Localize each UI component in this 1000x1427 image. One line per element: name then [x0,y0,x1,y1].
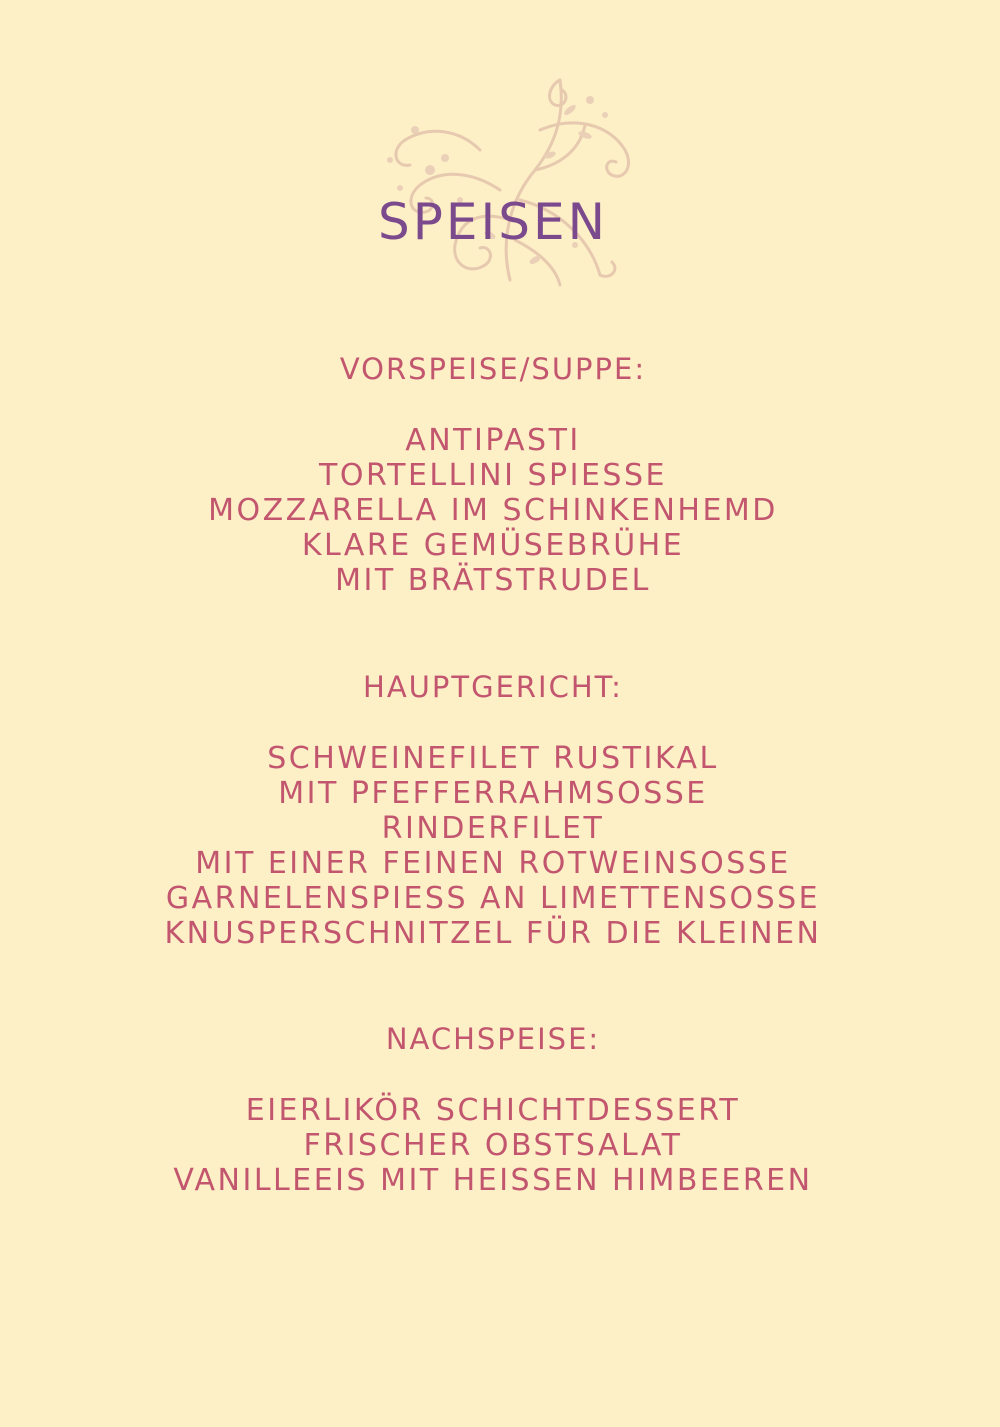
menu-item: MIT EINER FEINEN ROTWEINSOSSE [195,846,791,881]
menu-item: MIT PFEFFERRAHMSOSSE [278,776,708,811]
section-heading: VORSPEISE/SUPPE: [339,352,647,386]
section-main-course [0,670,986,951]
menu-item: ANTIPASTI [405,423,581,458]
menu-item: GARNELENSPIESS AN LIMETTENSOSSE [165,881,821,916]
menu-item-list [0,1093,986,1198]
menu-item-list [0,741,986,951]
section-heading: NACHSPEISE: [385,1022,601,1056]
menu-item: RINDERFILET [381,811,605,846]
menu-item-list [0,423,986,598]
section-dessert [0,1022,986,1198]
menu-item: EIERLIKÖR SCHICHTDESSERT [245,1093,741,1128]
menu-item: TORTELLINI SPIESSE [319,458,667,493]
page-title: SPEISEN [378,192,608,251]
floral-swirl-icon [360,70,650,290]
section-starters [0,352,986,598]
section-heading: HAUPTGERICHT: [363,670,623,704]
menu-item: KLARE GEMÜSEBRÜHE [301,528,685,563]
menu-item: FRISCHER OBSTSALAT [303,1128,683,1163]
menu-item: VANILLEEIS MIT HEISSEN HIMBEEREN [173,1163,813,1198]
menu-item: MIT BRÄTSTRUDEL [335,563,651,598]
menu-item: KNUSPERSCHNITZEL FÜR DIE KLEINEN [164,916,822,951]
menu-item: SCHWEINEFILET RUSTIKAL [267,741,719,776]
menu-item: MOZZARELLA IM SCHINKENHEMD [208,493,778,528]
